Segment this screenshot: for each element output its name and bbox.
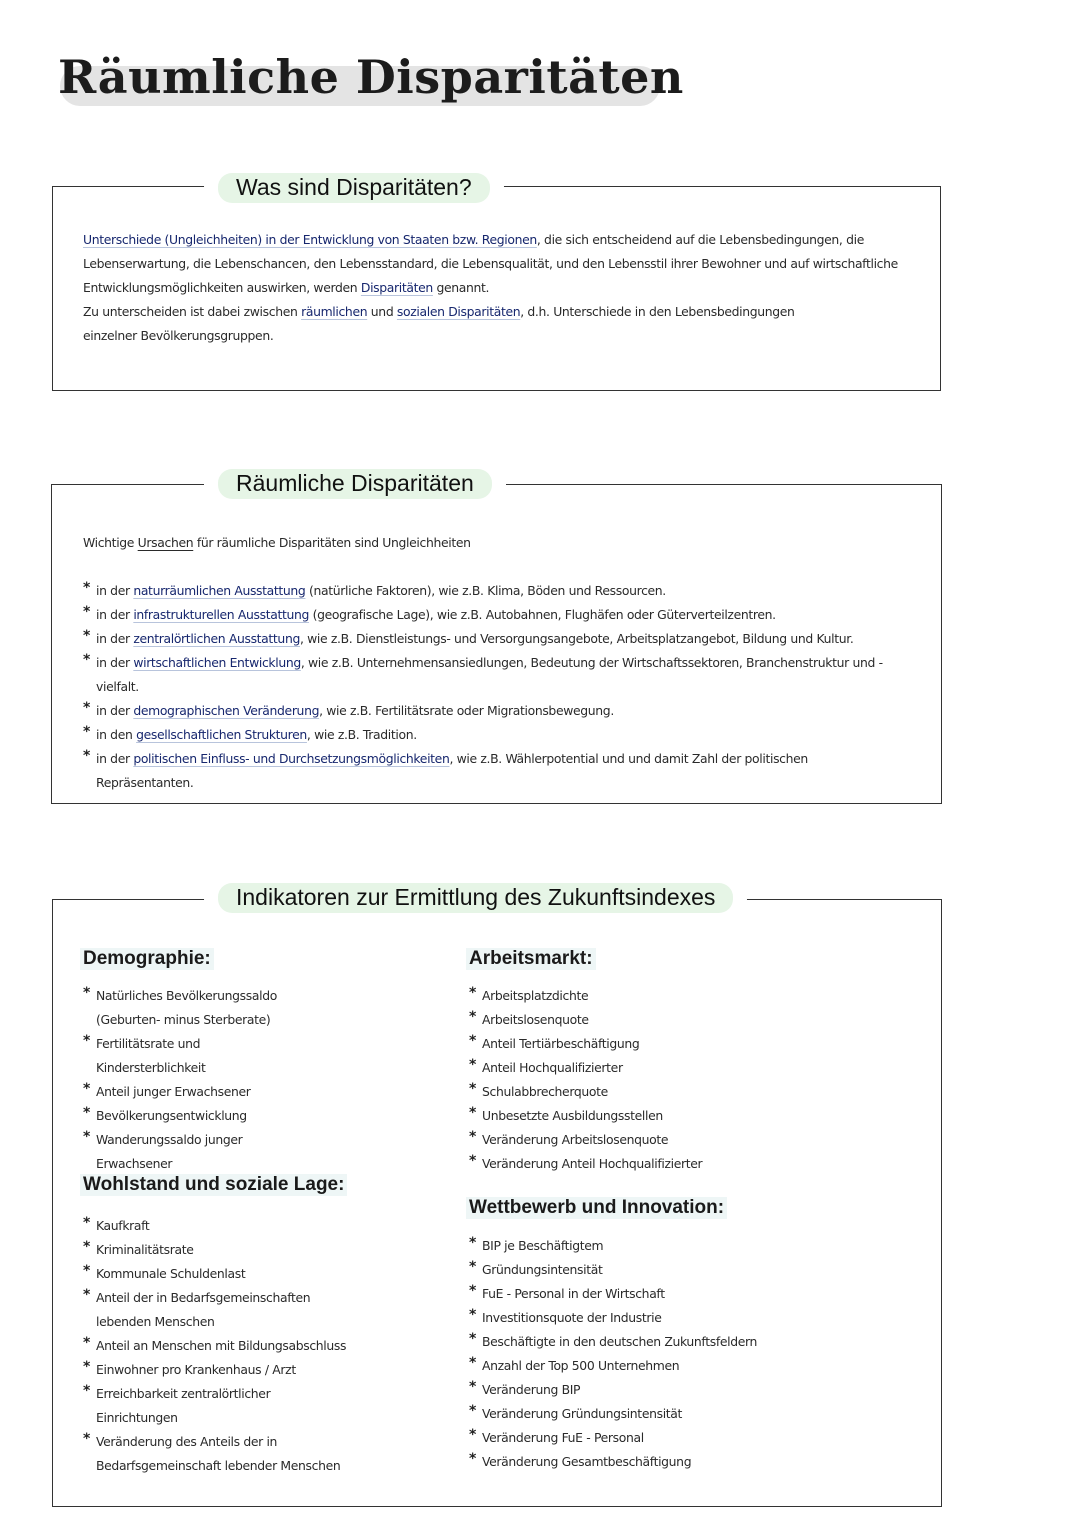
arbeitsmarkt-indicator-item: * Anteil Hochqualifizierter bbox=[469, 1056, 769, 1080]
arbeitsmarkt-heading: Arbeitsmarkt: bbox=[466, 948, 596, 970]
spatial-cause-item bbox=[83, 699, 908, 723]
cause-prefix: in den bbox=[96, 727, 137, 742]
wettbewerb-indicator-item: * Anzahl der Top 500 Unternehmen bbox=[469, 1354, 789, 1378]
wohlstand-indicator-item: * Kaufkraft bbox=[83, 1214, 353, 1238]
spatial-title: Räumliche Disparitäten bbox=[218, 469, 492, 499]
wohlstand-indicator-item: * Kriminalitätsrate bbox=[83, 1238, 353, 1262]
spatial-cause-item bbox=[83, 579, 908, 603]
spatial-cause-item bbox=[83, 627, 908, 651]
page-title: Räumliche Disparitäten bbox=[58, 50, 684, 104]
cause-detail: (natürliche Faktoren), wie z.B. Klima, Böden und Ressourcen. bbox=[305, 583, 666, 598]
definition-text-end: genannt. bbox=[432, 280, 490, 295]
spatial-intro bbox=[83, 531, 783, 555]
cause-key-term: zentralörtlichen Ausstattung bbox=[133, 631, 300, 646]
cause-prefix: in der bbox=[96, 583, 134, 598]
demographie-heading: Demographie: bbox=[80, 948, 214, 970]
cause-detail: , wie z.B. Dienstleistungs- und Versorgungsangebote, Arbeitsplatzangebot, Bildung und Kultur. bbox=[299, 631, 854, 646]
wohlstand-list bbox=[83, 1214, 353, 1478]
cause-key-term: gesellschaftlichen Strukturen bbox=[136, 727, 307, 742]
disparitaeten-term: Disparitäten bbox=[360, 280, 433, 295]
wettbewerb-indicator-item: * Gründungsintensität bbox=[469, 1258, 789, 1282]
spatial-term: räumlichen bbox=[301, 304, 368, 319]
wohlstand-indicator-item: * Erreichbarkeit zentralörtlicher Einrichtungen bbox=[83, 1382, 353, 1430]
wettbewerb-heading: Wettbewerb und Innovation: bbox=[466, 1197, 727, 1219]
wettbewerb-list bbox=[469, 1234, 789, 1474]
intro-text-end: für räumliche Disparitäten sind Ungleichheiten bbox=[193, 535, 471, 550]
wohlstand-indicator-item: * Veränderung des Anteils der in Bedarfsgemeinschaft lebender Menschen bbox=[83, 1430, 353, 1478]
wettbewerb-indicator-item: * BIP je Beschäftigtem bbox=[469, 1234, 789, 1258]
demographie-indicator-item: * Fertilitätsrate und Kindersterblichkeit bbox=[83, 1032, 313, 1080]
cause-detail: (geografische Lage), wie z.B. Autobahnen, Flughäfen oder Güterverteilzentren. bbox=[309, 607, 776, 622]
arbeitsmarkt-list bbox=[469, 984, 769, 1176]
demographie-list bbox=[83, 984, 313, 1176]
arbeitsmarkt-indicator-item: * Arbeitslosenquote bbox=[469, 1008, 769, 1032]
arbeitsmarkt-indicator-item: * Veränderung Anteil Hochqualifizierter bbox=[469, 1152, 769, 1176]
distinction-text-end: , d.h. Unterschiede in den Lebensbedingungen einzelner Bevölkerungsgruppen. bbox=[83, 304, 795, 343]
spatial-cause-item bbox=[83, 651, 908, 699]
spatial-cause-item bbox=[83, 747, 908, 795]
cause-prefix: in der bbox=[96, 655, 134, 670]
cause-prefix: in der bbox=[96, 631, 134, 646]
wohlstand-indicator-item: * Einwohner pro Krankenhaus / Arzt bbox=[83, 1358, 353, 1382]
arbeitsmarkt-indicator-item: * Arbeitsplatzdichte bbox=[469, 984, 769, 1008]
cause-detail: , wie z.B. Tradition. bbox=[306, 727, 417, 742]
wettbewerb-indicator-item: * Veränderung BIP bbox=[469, 1378, 789, 1402]
wettbewerb-indicator-item: * Veränderung FuE - Personal bbox=[469, 1426, 789, 1450]
demographie-indicator-item: * Natürliches Bevölkerungssaldo (Geburten- minus Sterberate) bbox=[83, 984, 313, 1032]
cause-key-term: demographischen Veränderung bbox=[133, 703, 320, 718]
cause-prefix: in der bbox=[96, 751, 134, 766]
cause-detail: , wie z.B. Unternehmensansiedlungen, Bedeutung der Wirtschaftssektoren, Branchenstruktur und -vielfalt. bbox=[96, 655, 883, 694]
spatial-cause-list bbox=[83, 579, 908, 795]
cause-detail: , wie z.B. Wählerpotential und und damit Zahl der politischen Repräsentanten. bbox=[96, 751, 808, 790]
arbeitsmarkt-indicator-item: * Schulabbrecherquote bbox=[469, 1080, 769, 1104]
intro-text: Wichtige bbox=[83, 535, 138, 550]
wohlstand-indicator-item: * Anteil der in Bedarfsgemeinschaften lebenden Menschen bbox=[83, 1286, 353, 1334]
ursachen-term: Ursachen bbox=[137, 535, 194, 550]
cause-prefix: in der bbox=[96, 703, 134, 718]
arbeitsmarkt-indicator-item: * Veränderung Arbeitslosenquote bbox=[469, 1128, 769, 1152]
definition-paragraph-1 bbox=[83, 228, 919, 300]
cause-key-term: infrastrukturellen Ausstattung bbox=[133, 607, 310, 622]
cause-key-term: naturräumlichen Ausstattung bbox=[133, 583, 306, 598]
arbeitsmarkt-indicator-item: * Unbesetzte Ausbildungsstellen bbox=[469, 1104, 769, 1128]
cause-key-term: wirtschaftlichen Entwicklung bbox=[133, 655, 301, 670]
cause-key-term: politischen Einfluss- und Durchsetzungsmöglichkeiten bbox=[133, 751, 450, 766]
wettbewerb-indicator-item: * FuE - Personal in der Wirtschaft bbox=[469, 1282, 789, 1306]
definition-text: , die sich entscheidend auf die Lebensbedingungen, die Lebenserwartung, die Lebenschancen, den Lebensstandard, die Lebensqualität, und den Lebensstil ihrer Bewohner und auf wirtschaftliche Entwicklungsmöglichkeiten auswirken, werden bbox=[83, 232, 898, 295]
wettbewerb-indicator-item: * Investitionsquote der Industrie bbox=[469, 1306, 789, 1330]
spatial-cause-item bbox=[83, 723, 908, 747]
social-term: sozialen Disparitäten bbox=[396, 304, 521, 319]
cause-detail: , wie z.B. Fertilitätsrate oder Migrationsbewegung. bbox=[319, 703, 614, 718]
wettbewerb-indicator-item: * Beschäftigte in den deutschen Zukunftsfeldern bbox=[469, 1330, 789, 1354]
cause-prefix: in der bbox=[96, 607, 134, 622]
wohlstand-heading: Wohlstand und soziale Lage: bbox=[80, 1174, 347, 1196]
wettbewerb-indicator-item: * Veränderung Gründungsintensität bbox=[469, 1402, 789, 1426]
demographie-indicator-item: * Bevölkerungsentwicklung bbox=[83, 1104, 313, 1128]
definition-title: Was sind Disparitäten? bbox=[218, 173, 490, 203]
definition-paragraph-2 bbox=[83, 300, 803, 348]
spatial-cause-item bbox=[83, 603, 908, 627]
demographie-indicator-item: * Anteil junger Erwachsener bbox=[83, 1080, 313, 1104]
definition-term: Unterschiede (Ungleichheiten) in der Entwicklung von Staaten bzw. Regionen bbox=[83, 232, 537, 247]
wettbewerb-indicator-item: * Veränderung Gesamtbeschäftigung bbox=[469, 1450, 789, 1474]
wohlstand-indicator-item: * Kommunale Schuldenlast bbox=[83, 1262, 353, 1286]
distinction-and: und bbox=[367, 304, 397, 319]
indicators-title: Indikatoren zur Ermittlung des Zukunftsindexes bbox=[218, 883, 733, 913]
distinction-text: Zu unterscheiden ist dabei zwischen bbox=[83, 304, 302, 319]
demographie-indicator-item: * Wanderungssaldo junger Erwachsener bbox=[83, 1128, 313, 1176]
arbeitsmarkt-indicator-item: * Anteil Tertiärbeschäftigung bbox=[469, 1032, 769, 1056]
wohlstand-indicator-item: * Anteil an Menschen mit Bildungsabschluss bbox=[83, 1334, 353, 1358]
